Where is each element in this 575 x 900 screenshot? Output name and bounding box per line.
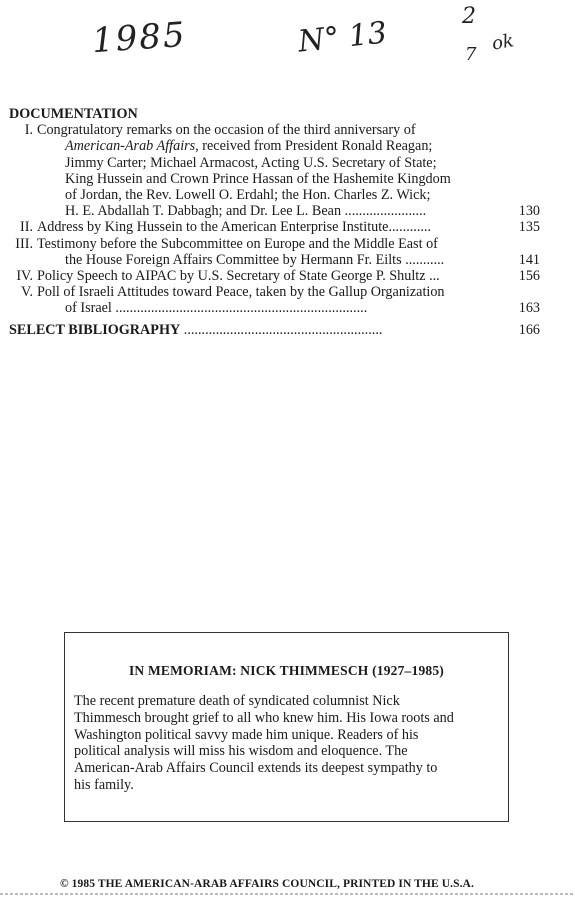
memorial-text xyxy=(74,693,490,794)
toc-item-4 xyxy=(9,268,540,284)
toc-item-text: Policy Speech to AIPAC by U.S. Secretary of State George P. Shultz ... xyxy=(37,268,440,285)
handwritten-mark-top: 2 xyxy=(462,4,476,29)
memorial-line: The recent premature death of syndicated columnist Nick xyxy=(74,693,400,709)
memorial-line: American-Arab Affairs Council extends its deepest sympathy to xyxy=(74,760,438,777)
memorial-line: political analysis will miss his wisdom and eloquence. The xyxy=(74,743,408,760)
journal-title: American-Arab Affairs, xyxy=(65,138,199,155)
toc-item-5 xyxy=(9,284,540,316)
copyright-footer: © 1985 THE AMERICAN-ARAB AFFAIRS COUNCIL, PRINTED IN THE U.S.A. xyxy=(60,878,474,890)
handwritten-mark-bottom: 7 xyxy=(465,44,477,65)
handwritten-mark-ok: ok xyxy=(490,30,516,55)
memorial-line: his family. xyxy=(74,776,134,793)
toc-item-number: V. xyxy=(21,284,33,301)
toc-page-number: 166 xyxy=(518,321,540,338)
toc-page-number: 141 xyxy=(518,251,540,268)
toc-item-text: Jimmy Carter; Michael Armacost, Acting U.S. Secretary of State; xyxy=(65,154,437,171)
toc-item-text: the House Foreign Affairs Committee by Hermann Fr. Eilts ........... xyxy=(65,251,445,268)
toc-item-number: II. xyxy=(20,219,33,236)
table-of-contents xyxy=(9,106,540,338)
toc-item-3 xyxy=(9,236,540,268)
toc-item-1 xyxy=(9,122,540,219)
toc-item-text: Testimony before the Subcommittee on Europe and the Middle East of xyxy=(37,235,438,252)
memorial-line: Washington political savvy made him unique. Readers of his xyxy=(74,726,419,743)
memorial-title: IN MEMORIAM: NICK THIMMESCH (1927–1985) xyxy=(128,663,445,678)
toc-page-number: 156 xyxy=(518,268,540,285)
toc-page-number: 135 xyxy=(518,219,540,236)
toc-item-text: Congratulatory remarks on the occasion of the third anniversary of xyxy=(37,122,416,139)
handwritten-year: 1985 xyxy=(90,14,188,62)
toc-page-number: 130 xyxy=(518,203,540,220)
toc-item-number: IV. xyxy=(16,268,33,285)
scan-edge xyxy=(0,893,575,895)
toc-item-text: American-Arab Affairs, received from President Ronald Reagan; xyxy=(65,138,433,155)
toc-item-text: H. E. Abdallah T. Dabbagh; and Dr. Lee L. Bean ....................... xyxy=(65,203,427,220)
memorial-box xyxy=(64,632,509,822)
toc-item-number: I. xyxy=(24,122,33,139)
toc-item-2 xyxy=(9,219,540,235)
toc-item-text: of Israel ....................................................................... xyxy=(65,300,368,317)
toc-item-text: King Hussein and Crown Prince Hassan of the Hashemite Kingdom xyxy=(65,170,451,187)
toc-page-number: 163 xyxy=(518,300,540,317)
handwritten-issue-number: N° 13 xyxy=(296,15,389,60)
bibliography-label: SELECT BIBLIOGRAPHY xyxy=(9,321,181,338)
toc-item-text: of Jordan, the Rev. Lowell O. Erdahl; the Hon. Charles Z. Wick; xyxy=(65,187,431,204)
toc-item-text: Address by King Hussein to the American Enterprise Institute............ xyxy=(37,219,432,236)
memorial-line: Thimmesch brought grief to all who knew him. His Iowa roots and xyxy=(74,709,454,726)
toc-item-text: Poll of Israeli Attitudes toward Peace, taken by the Gallup Organization xyxy=(37,284,445,301)
toc-bibliography xyxy=(9,322,540,338)
toc-item-number: III. xyxy=(15,235,33,252)
section-heading: DOCUMENTATION xyxy=(9,106,138,122)
bibliography-leader: ........................................................ xyxy=(180,321,383,338)
